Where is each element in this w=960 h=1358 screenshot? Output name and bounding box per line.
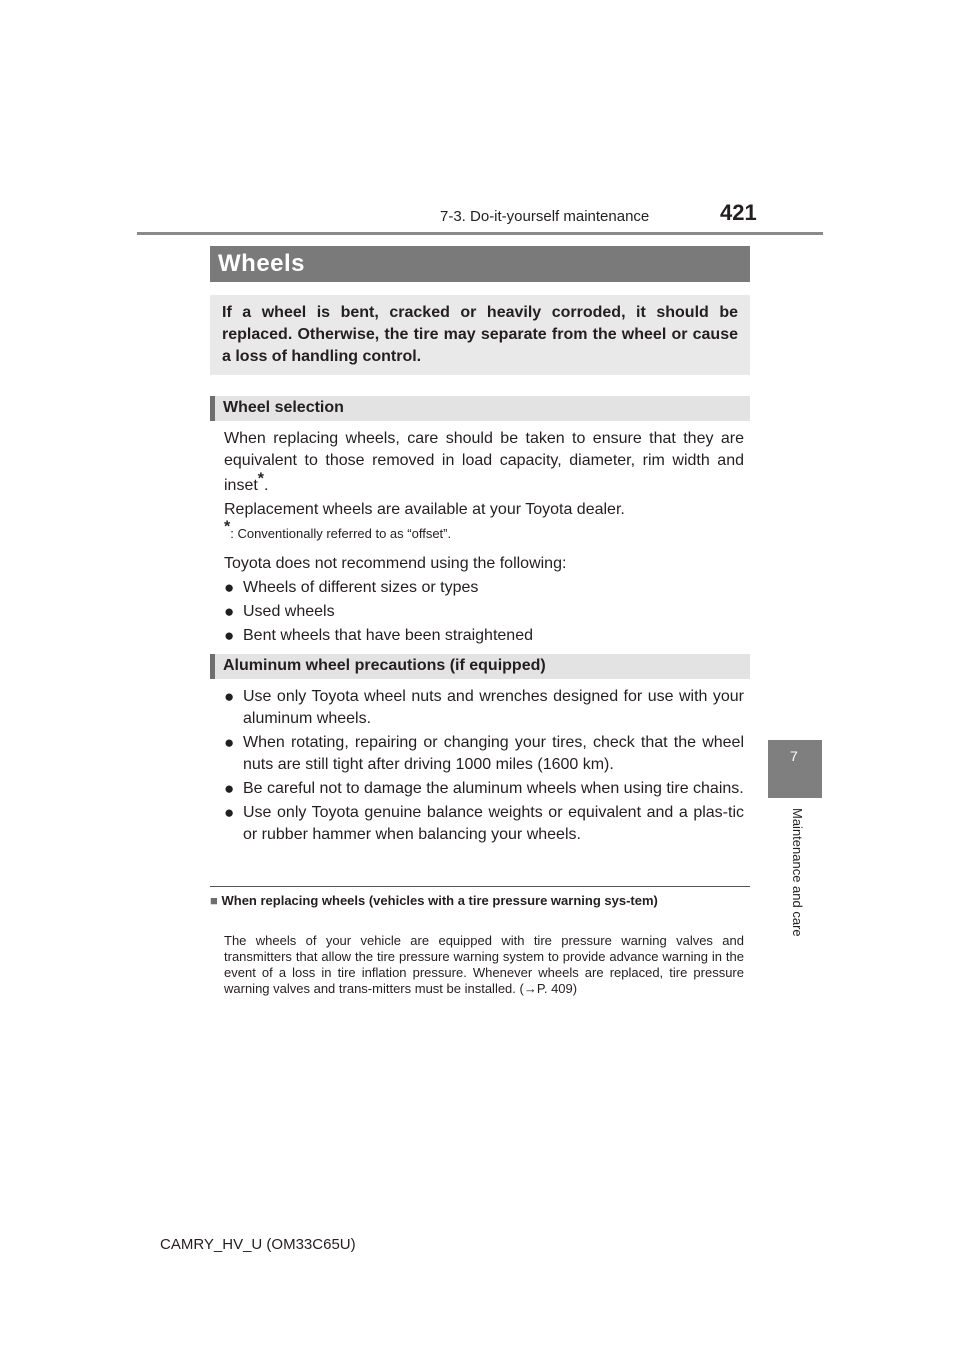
list-item: [224, 577, 744, 599]
footnote-star-marker: *: [224, 518, 231, 536]
wheel-selection-body: [224, 428, 744, 647]
list-item-text: Use only Toyota wheel nuts and wrenches designed for use with your aluminum wheels.: [243, 688, 744, 727]
footer-code: CAMRY_HV_U (OM33C65U): [160, 1236, 356, 1253]
header-rule: [137, 232, 823, 235]
para1-line1: When replacing wheels, care should be taken to ensure that they are: [224, 430, 744, 447]
bullet-icon: ●: [224, 578, 235, 597]
page-title: Wheels: [218, 250, 306, 277]
not-recommend: Toyota does not recommend using the following:: [224, 555, 567, 572]
page-number: 421: [720, 200, 757, 225]
list-item-text: Use only Toyota genuine balance weights or equivalent and a plas-tic or rubber hammer when balancing your wheels.: [243, 804, 744, 843]
bullet-icon: ●: [224, 626, 235, 645]
footnote-text: : Conventionally referred to as “offset”.: [230, 526, 452, 541]
note-divider: [210, 886, 750, 887]
aluminum-title: Aluminum wheel precautions (if equipped): [223, 657, 546, 674]
list-item-text: When rotating, repairing or changing your tires, check that the wheel nuts are still tight after driving 1000 miles (1600 km).: [243, 734, 744, 773]
bullet-icon: ●: [224, 687, 235, 706]
para1-line2: equivalent to those removed in load capacity, diameter, rim width and: [224, 452, 744, 469]
list-item: [224, 601, 744, 623]
note-heading: [210, 893, 750, 909]
square-bullet-icon: ■: [210, 893, 218, 908]
para1-line3: [224, 470, 744, 497]
period: .: [264, 477, 269, 494]
bullet-icon: ●: [224, 779, 235, 798]
footnote-star: *: [257, 470, 265, 488]
list-item: [224, 778, 744, 800]
bullet-icon: ●: [224, 602, 235, 621]
bullet-icon: ●: [224, 733, 235, 752]
para2: Replacement wheels are available at your Toyota dealer.: [224, 501, 625, 518]
note-heading-text: When replacing wheels (vehicles with a tire pressure warning sys-tem): [221, 893, 658, 908]
chapter-number: 7: [790, 748, 798, 764]
intro-text: If a wheel is bent, cracked or heavily corroded, it should be replaced. Otherwise, the tire may separate from the wheel or cause a loss of handling control.: [222, 304, 738, 365]
section-title: 7-3. Do-it-yourself maintenance: [440, 208, 650, 225]
inset-text: inset: [224, 477, 258, 494]
list-item-text: Wheels of different sizes or types: [243, 579, 479, 596]
chapter-label: Maintenance and care: [790, 808, 805, 937]
list-item: [224, 802, 744, 846]
list-item: [224, 732, 744, 776]
list-item-text: Used wheels: [243, 603, 335, 620]
bullet-icon: ●: [224, 803, 235, 822]
wheel-selection-title: Wheel selection: [223, 399, 344, 416]
list-item-text: Bent wheels that have been straightened: [243, 627, 533, 644]
note-body: The wheels of your vehicle are equipped with tire pressure warning valves and transmitters that allow the tire pressure warning system to provide advance warning in the event of a loss in tire inflation pressure. Whenever wheels are replaced, tire pressure warning valves and trans-mitters must be installed. (→P. 409): [224, 933, 744, 996]
aluminum-list: [224, 686, 744, 846]
footnote: [224, 518, 744, 545]
list-item-text: Be careful not to damage the aluminum wheels when using tire chains.: [243, 780, 744, 797]
list-item: [224, 686, 744, 730]
list-item: [224, 625, 744, 647]
